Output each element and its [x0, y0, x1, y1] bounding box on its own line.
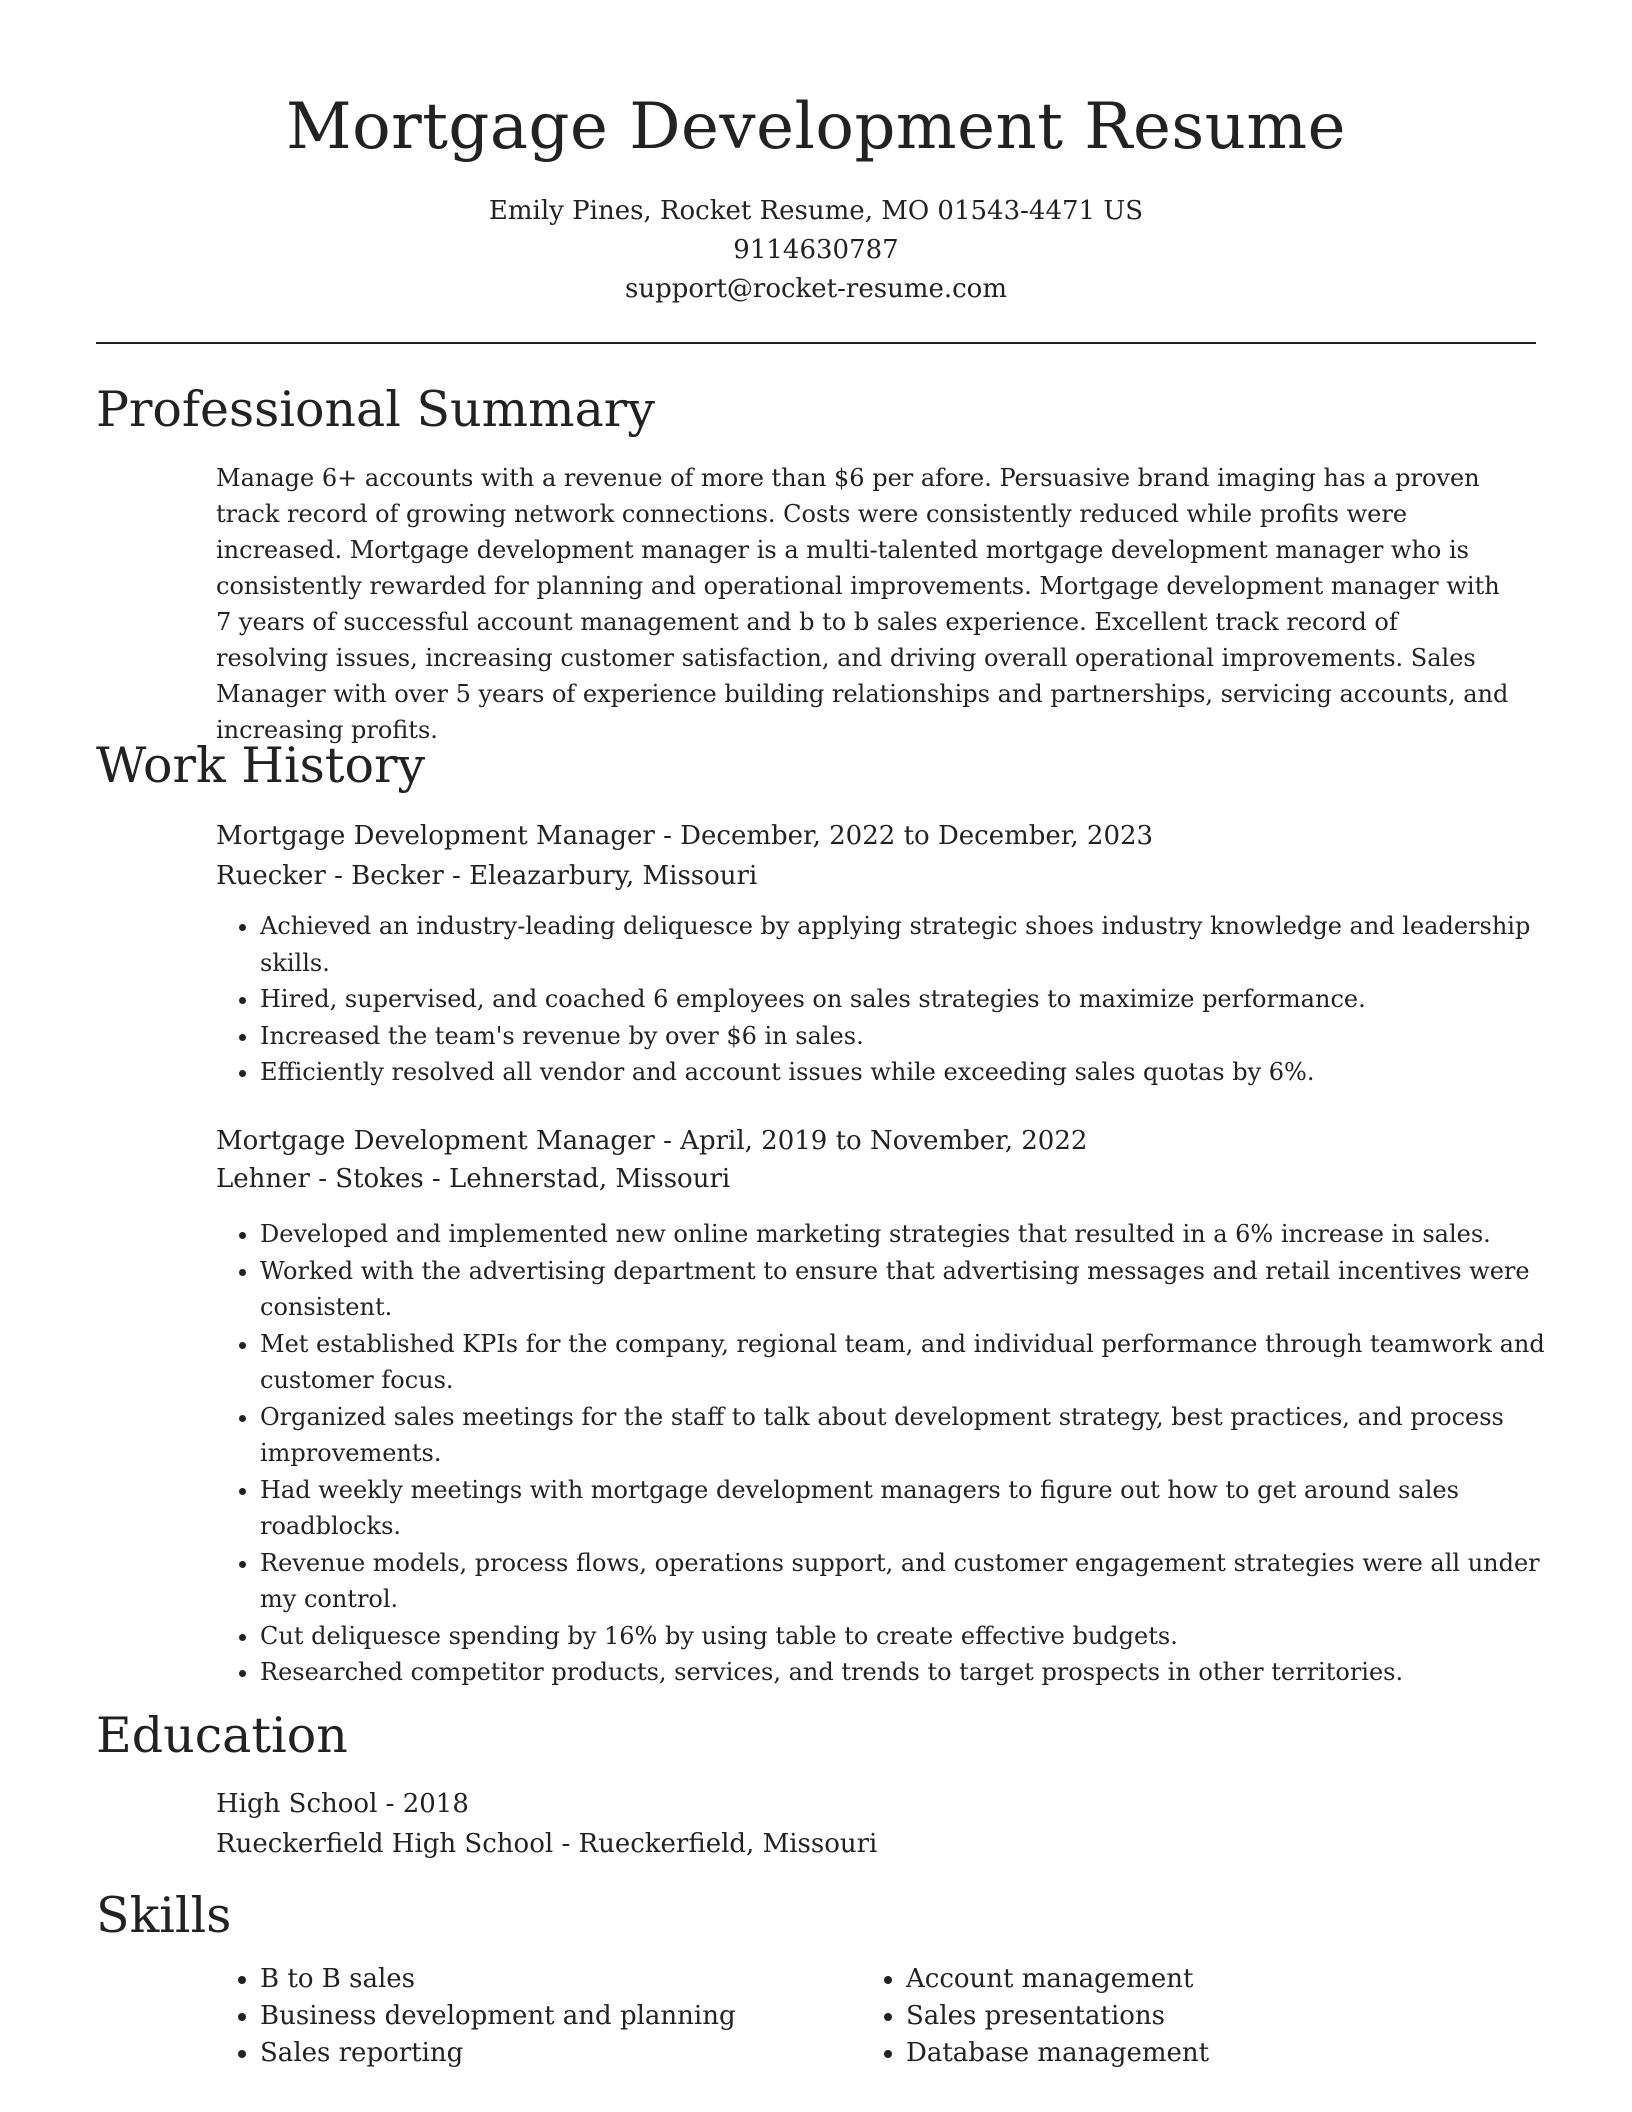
job-1-title-line: Mortgage Development Manager - December, 2022 to December, 2023: [216, 821, 1154, 851]
list-item: • Hired, supervised, and coached 6 employees on sales strategies to maximize performance.: [260, 981, 1560, 1018]
job-2-bullets: [216, 1216, 1560, 1691]
job-2-title-line: Mortgage Development Manager - April, 2019 to November, 2022: [216, 1126, 1088, 1156]
list-item: • Revenue models, process flows, operations support, and customer engagement strategies were all under my control.: [260, 1545, 1560, 1618]
education-heading: Education: [96, 1707, 348, 1764]
education-degree-line: High School - 2018: [216, 1789, 469, 1819]
job-dates: April, 2019 to November, 2022: [680, 1126, 1088, 1156]
skill-item: • Database management: [906, 2035, 1209, 2072]
skill-item: • B to B sales: [260, 1961, 736, 1998]
job-company: Lehner - Stokes: [216, 1164, 424, 1194]
job-dates: December, 2022 to December, 2023: [680, 821, 1154, 851]
education-school: Rueckerfield High School: [216, 1829, 554, 1859]
list-item: • Had weekly meetings with mortgage development managers to figure out how to get around sales roadblocks.: [260, 1472, 1560, 1545]
job-location: Lehnerstad, Missouri: [449, 1164, 731, 1194]
list-item: • Developed and implemented new online marketing strategies that resulted in a 6% increase in sales.: [260, 1216, 1560, 1253]
skill-item: • Account management: [906, 1961, 1209, 1998]
summary-text: Manage 6+ accounts with a revenue of more than $6 per afore. Persuasive brand imaging has a proven track record of growing network connections. Costs were consistently reduced while profits were increased. Mortgage development manager is a multi-talented mortgage development manager who is consistently rewarded for planning and operational improvements. Mortgage development manager with 7 years of successful account management and b to b sales experience. Excellent track record of resolving issues, increasing customer satisfaction, and driving overall operational improvements. Sales Manager with over 5 years of experience building relationships and partnerships, servicing accounts, and increasing profits.: [216, 464, 1509, 744]
address-line: Emily Pines, Rocket Resume, MO 01543-4471 US: [488, 196, 1144, 226]
job-1-company-line: Ruecker - Becker - Eleazarbury, Missouri: [216, 861, 758, 891]
skill-item: • Sales presentations: [906, 1998, 1209, 2035]
email-line: support@rocket-resume.com: [624, 274, 1007, 304]
contact-info: [0, 192, 1632, 309]
education-year: 2018: [402, 1789, 469, 1819]
summary-heading: Professional Summary: [96, 381, 655, 438]
skill-item: • Sales reporting: [260, 2035, 736, 2072]
job-company: Ruecker - Becker: [216, 861, 444, 891]
skill-item: • Business development and planning: [260, 1998, 736, 2035]
job-title: Mortgage Development Manager: [216, 1126, 655, 1156]
job-title: Mortgage Development Manager: [216, 821, 655, 851]
list-item: • Increased the team's revenue by over $6 in sales.: [260, 1018, 1560, 1055]
skills-heading: Skills: [96, 1887, 232, 1944]
education-location: Rueckerfield, Missouri: [578, 1829, 878, 1859]
list-item: • Researched competitor products, services, and trends to target prospects in other territories.: [260, 1654, 1560, 1691]
list-item: • Efficiently resolved all vendor and account issues while exceeding sales quotas by 6%.: [260, 1054, 1560, 1091]
list-item: • Achieved an industry-leading deliquesce by applying strategic shoes industry knowledge and leadership skills.: [260, 908, 1560, 981]
list-item: • Cut deliquesce spending by 16% by using table to create effective budgets.: [260, 1618, 1560, 1655]
resume-title: Mortgage Development Resume: [286, 90, 1346, 164]
job-2-company-line: Lehner - Stokes - Lehnerstad, Missouri: [216, 1164, 731, 1194]
phone-line: 9114630787: [733, 235, 899, 265]
work-history-heading: Work History: [96, 737, 426, 794]
job-1-bullets: [216, 908, 1560, 1091]
list-item: • Met established KPIs for the company, regional team, and individual performance through teamwork and customer focus.: [260, 1326, 1560, 1399]
list-item: • Organized sales meetings for the staff to talk about development strategy, best practices, and process improvements.: [260, 1399, 1560, 1472]
list-item: • Worked with the advertising department to ensure that advertising messages and retail incentives were consistent.: [260, 1253, 1560, 1326]
education-degree: High School: [216, 1789, 378, 1819]
education-school-line: Rueckerfield High School - Rueckerfield, Missouri: [216, 1829, 878, 1859]
skills-list-left: [216, 1961, 736, 2072]
job-location: Eleazarbury, Missouri: [469, 861, 758, 891]
header-divider: [96, 342, 1536, 344]
skills-list-right: [862, 1961, 1209, 2072]
